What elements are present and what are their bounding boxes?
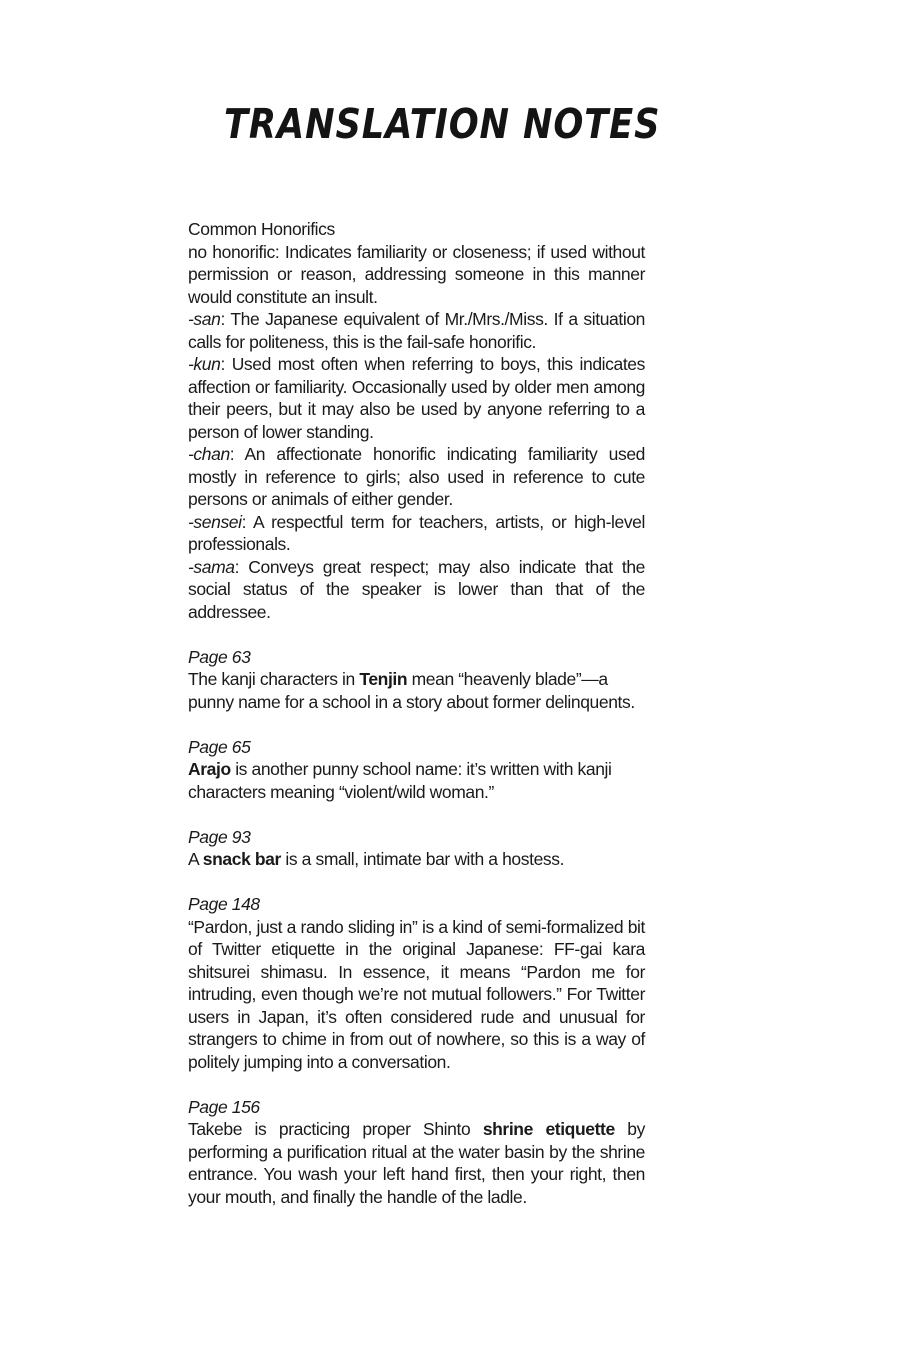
section-gap	[188, 803, 645, 826]
notes-content	[188, 218, 645, 1208]
note-term: Tenjin	[359, 669, 408, 689]
note-page-label: Page 65	[188, 736, 251, 757]
honorific-term: -kun	[188, 354, 221, 374]
honorific-text: : Used most often when referring to boys, this indicates affection or familiarity. Occasionally used by older men among their peers, but it may also be used by anyone referring to a person of lower standing.	[188, 354, 645, 442]
section-gap	[188, 623, 645, 646]
note-page-label: Page 148	[188, 894, 260, 914]
honorific-text: : Conveys great respect; may also indicate that the social status of the speaker is lower than that of the addressee.	[188, 556, 645, 622]
note-text	[188, 668, 645, 713]
honorific-text: : A respectful term for teachers, artists, or high-level professionals.	[188, 511, 645, 554]
honorific-term: -san	[188, 309, 221, 329]
note-term: Arajo	[188, 759, 231, 779]
note-text-before: “Pardon, just a rando sliding in” is a kind of semi-formalized bit of Twitter etiquette in the original Japanese: FF-gai kara shitsurei shimasu. In essence, it means “Pardon me for intruding, even though we’re not mutual followers.” For Twitter users in Japan, it’s often considered rude and unusual for strangers to chime in from out of nowhere, so this is a way of politely jumping into a conversation.	[188, 916, 645, 1072]
honorific-text: : An affectionate honorific indicating familiarity used mostly in reference to girls; also used in reference to cute persons or animals of either gender.	[188, 444, 645, 509]
note-term: shrine etiquette	[482, 1119, 615, 1139]
note-page-label: Page 63	[188, 646, 251, 667]
note-text-before: The kanji characters in	[188, 669, 360, 689]
honorific-san	[188, 308, 645, 353]
honorific-term: -chan	[188, 444, 230, 464]
note-text	[188, 848, 645, 871]
page-title: TRANSLATION NOTES	[224, 100, 661, 148]
honorific-chan	[188, 443, 645, 511]
note-text	[188, 916, 645, 1074]
honorific-text: : Indicates familiarity or closeness; if used without permission or reason, addressing someone in this manner would constitute an insult.	[188, 241, 645, 307]
note-text-after: is a small, intimate bar with a hostess.	[280, 849, 565, 869]
note-text-before: Takebe is practicing proper Shinto	[188, 1119, 483, 1139]
honorifics-heading: Common Honorifics	[188, 219, 335, 239]
honorific-sensei	[188, 511, 645, 556]
honorific-term: -sama	[188, 556, 235, 577]
honorific-label: no honorific	[188, 241, 275, 262]
note-text	[188, 1118, 645, 1208]
honorific-sama	[188, 556, 645, 624]
section-gap	[188, 1073, 645, 1096]
note-text-after: mean “heavenly blade”—a punny name for a school in a story about former delinquents.	[188, 669, 635, 712]
note-text	[188, 758, 645, 803]
note-text-after: by performing a purification ritual at the water basin by the shrine entrance. You wash your left hand first, then your right, then your mouth, and finally the handle of the ladle.	[188, 1119, 645, 1207]
note-text-before: A	[188, 849, 203, 869]
honorific-none	[188, 241, 645, 309]
note-term: snack bar	[202, 849, 281, 869]
note-text-after: is another punny school name: it’s written with kanji characters meaning “violent/wild woman.”	[188, 759, 612, 802]
honorific-kun	[188, 353, 645, 443]
section-gap	[188, 713, 645, 736]
honorific-text: : The Japanese equivalent of Mr./Mrs./Miss. If a situation calls for politeness, this is the fail-safe honorific.	[188, 309, 645, 352]
note-page-label: Page 93	[188, 826, 251, 847]
honorific-term: -sensei	[188, 511, 242, 532]
section-gap	[188, 871, 645, 894]
note-page-label: Page 156	[188, 1096, 260, 1117]
